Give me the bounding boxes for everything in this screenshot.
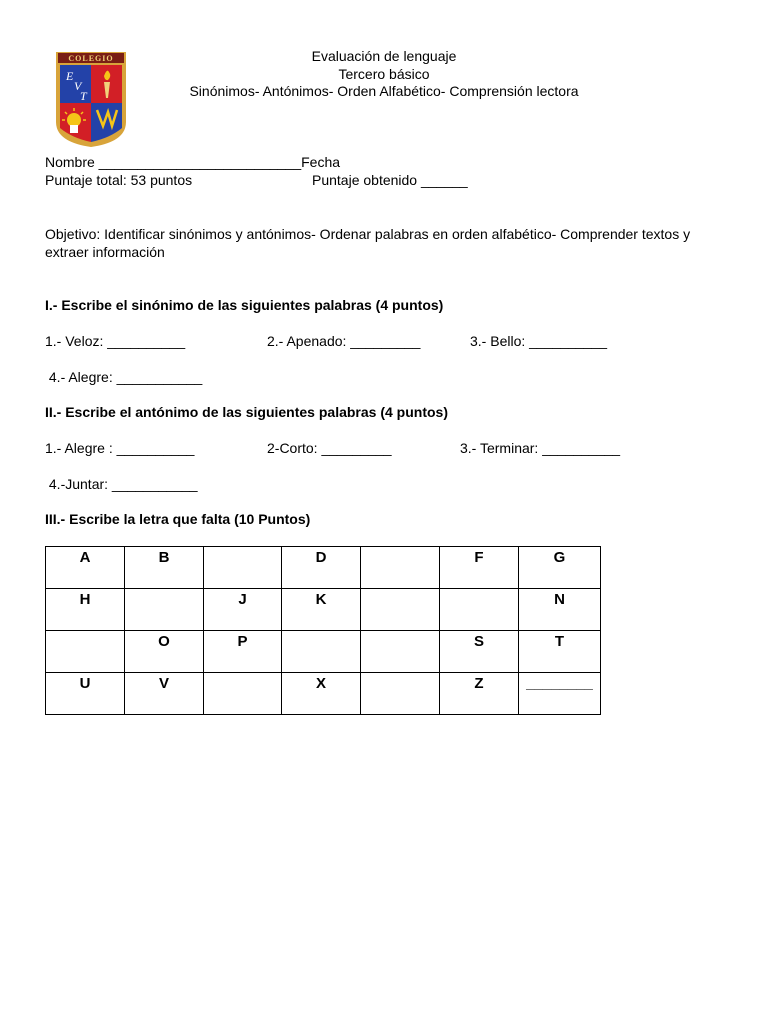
letter-cell [440, 589, 519, 631]
name-date-line: Nombre __________________________Fecha [45, 154, 341, 170]
letter-cell: ________ [519, 673, 601, 715]
section-2-title: II.- Escribe el antónimo de las siguientes palabras (4 puntos) [45, 404, 448, 420]
letter-cell: T [519, 631, 601, 673]
section-3-title: III.- Escribe la letra que falta (10 Puntos) [45, 511, 311, 527]
logo-banner-text: COLEGIO [68, 54, 114, 63]
letter-cell: U [46, 673, 125, 715]
letter-cell: D [282, 547, 361, 589]
school-crest-icon [54, 50, 128, 148]
letter-cell [361, 589, 440, 631]
svg-text:T: T [80, 89, 87, 103]
letter-cell: P [204, 631, 282, 673]
letter-cell: K [282, 589, 361, 631]
exam-grade: Tercero básico [338, 65, 430, 82]
svg-text:E: E [66, 69, 74, 83]
letter-cell: V [125, 673, 204, 715]
synonym-item-3: 3.- Bello: __________ [470, 333, 607, 349]
antonym-item-1: 1.- Alegre : __________ [45, 440, 195, 456]
letter-cell [204, 547, 282, 589]
letter-cell: H [46, 589, 125, 631]
letter-cell: A [46, 547, 125, 589]
letter-cell: J [204, 589, 282, 631]
letter-cell: S [440, 631, 519, 673]
letter-cell: B [125, 547, 204, 589]
antonym-item-2: 2-Corto: _________ [267, 440, 392, 456]
section-1-title: I.- Escribe el sinónimo de las siguientes palabras (4 puntos) [45, 297, 444, 313]
letter-cell [46, 631, 125, 673]
table-row [46, 631, 601, 673]
synonym-item-1: 1.- Veloz: __________ [45, 333, 186, 349]
exam-title: Evaluación de lenguaje [311, 48, 457, 64]
letter-cell: O [125, 631, 204, 673]
total-score: Puntaje total: 53 puntos [45, 172, 193, 188]
school-logo [54, 50, 128, 148]
letter-cell: F [440, 547, 519, 589]
table-row [46, 547, 601, 589]
exam-topics: Sinónimos- Antónimos- Orden Alfabético- Comprensión lectora [189, 83, 579, 99]
antonym-item-4: 4.-Juntar: ___________ [45, 476, 198, 492]
letter-cell [361, 631, 440, 673]
synonym-item-4: 4.- Alegre: ___________ [45, 369, 203, 385]
table-row [46, 589, 601, 631]
svg-text:V: V [74, 79, 82, 93]
letter-cell: G [519, 547, 601, 589]
letter-cell: N [519, 589, 601, 631]
antonym-item-3: 3.- Terminar: __________ [460, 440, 621, 456]
synonym-item-2: 2.- Apenado: _________ [267, 333, 421, 349]
letter-cell: X [282, 673, 361, 715]
table-row [46, 673, 601, 715]
objective-text: Objetivo: Identificar sinónimos y antónimos- Ordenar palabras en orden alfabético- Comprender textos y extraer información [45, 226, 691, 260]
letter-cell [282, 631, 361, 673]
letter-cell [361, 673, 440, 715]
letter-cell: Z [440, 673, 519, 715]
letter-cell [361, 547, 440, 589]
letter-cell [125, 589, 204, 631]
exam-header [140, 48, 628, 101]
obtained-score: Puntaje obtenido ______ [312, 172, 468, 188]
letter-cell [204, 673, 282, 715]
missing-letters-table [45, 546, 601, 715]
